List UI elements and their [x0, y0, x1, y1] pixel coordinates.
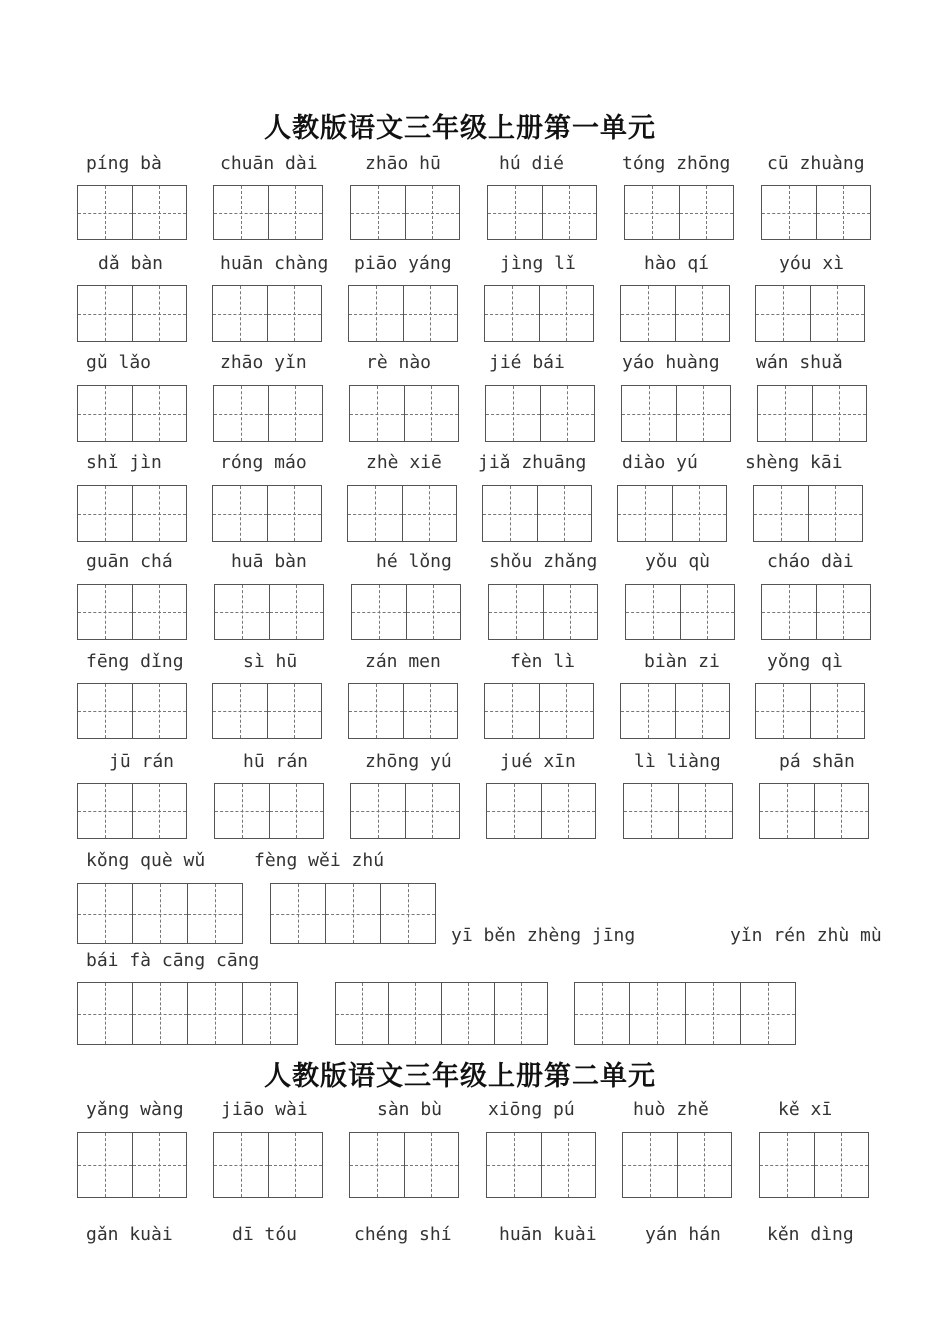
pinyin-label: yáo huàng	[622, 352, 720, 373]
writing-grid[interactable]	[350, 783, 460, 839]
unit2-title: 人教版语文三年级上册第二单元	[264, 1061, 656, 1092]
writing-grid[interactable]	[620, 285, 730, 342]
writing-grid[interactable]	[77, 584, 187, 640]
pinyin-label: chuān dài	[220, 153, 318, 174]
writing-grid[interactable]	[77, 485, 187, 542]
pinyin-label: jié bái	[489, 352, 565, 373]
pinyin-label: yǒng qì	[767, 651, 843, 672]
pinyin-label: róng máo	[220, 452, 307, 473]
writing-grid[interactable]	[349, 1132, 459, 1198]
idiom-writing-grid[interactable]	[574, 982, 796, 1045]
pinyin-label: shèng kāi	[745, 452, 843, 473]
pinyin-label: chéng shí	[354, 1224, 452, 1245]
pinyin-label: huò zhě	[633, 1099, 709, 1120]
idiom-writing-grid[interactable]	[77, 883, 243, 944]
pinyin-label: jìng lǐ	[500, 253, 576, 274]
pinyin-label: fēng dǐng	[86, 651, 184, 672]
writing-grid[interactable]	[623, 783, 733, 839]
writing-grid[interactable]	[212, 485, 322, 542]
pinyin-label: kǒng què wǔ	[86, 850, 206, 871]
writing-grid[interactable]	[77, 185, 187, 240]
writing-grid[interactable]	[761, 185, 871, 240]
pinyin-label: hé lǒng	[376, 551, 452, 572]
writing-grid[interactable]	[212, 683, 322, 739]
pinyin-label: jiǎ zhuāng	[478, 452, 587, 473]
pinyin-label: zhè xiē	[366, 452, 442, 473]
pinyin-label: cū zhuàng	[767, 153, 865, 174]
writing-grid[interactable]	[212, 285, 322, 342]
writing-grid[interactable]	[761, 584, 871, 640]
pinyin-label: yán hán	[645, 1224, 721, 1245]
pinyin-label: bái fà cāng cāng	[86, 950, 260, 971]
writing-grid[interactable]	[77, 683, 187, 739]
pinyin-label: huā bàn	[231, 551, 307, 572]
writing-grid[interactable]	[214, 783, 324, 839]
pinyin-label: guān chá	[86, 551, 173, 572]
pinyin-label: pá shān	[779, 751, 855, 772]
pinyin-label: sàn bù	[377, 1099, 443, 1120]
writing-grid[interactable]	[487, 185, 597, 240]
writing-grid[interactable]	[77, 285, 187, 342]
writing-grid[interactable]	[348, 683, 458, 739]
writing-grid[interactable]	[213, 1132, 323, 1198]
writing-grid[interactable]	[486, 783, 596, 839]
pinyin-label: wán shuǎ	[756, 352, 843, 373]
pinyin-label: piāo yáng	[354, 253, 452, 274]
idiom-writing-grid[interactable]	[77, 982, 298, 1045]
pinyin-label: diào yú	[622, 452, 698, 473]
pinyin-label: zán men	[365, 651, 441, 672]
writing-grid[interactable]	[349, 385, 459, 442]
pinyin-label: yī běn zhèng jīng	[451, 925, 636, 946]
writing-grid[interactable]	[622, 1132, 732, 1198]
writing-grid[interactable]	[488, 584, 598, 640]
writing-grid[interactable]	[759, 783, 869, 839]
pinyin-label: hào qí	[644, 253, 710, 274]
pinyin-label: lì liàng	[634, 751, 721, 772]
pinyin-label: huān chàng	[220, 253, 329, 274]
writing-grid[interactable]	[755, 683, 865, 739]
pinyin-label: jiāo wài	[221, 1099, 308, 1120]
writing-grid[interactable]	[485, 385, 595, 442]
pinyin-label: hú dié	[499, 153, 565, 174]
writing-grid[interactable]	[214, 584, 324, 640]
writing-grid[interactable]	[77, 783, 187, 839]
pinyin-label: cháo dài	[767, 551, 854, 572]
pinyin-label: kě xī	[778, 1099, 833, 1120]
pinyin-label: fèn lì	[510, 651, 576, 672]
writing-grid[interactable]	[617, 485, 727, 542]
pinyin-label: jué xīn	[500, 751, 576, 772]
pinyin-label: hū rán	[243, 751, 309, 772]
pinyin-label: yǐn rén zhù mù	[730, 925, 882, 946]
pinyin-label: gǎn kuài	[86, 1224, 173, 1245]
pinyin-label: shǐ jìn	[86, 452, 162, 473]
writing-grid[interactable]	[621, 385, 731, 442]
writing-grid[interactable]	[759, 1132, 869, 1198]
writing-grid[interactable]	[624, 185, 734, 240]
writing-grid[interactable]	[482, 485, 592, 542]
pinyin-label: huān kuài	[499, 1224, 597, 1245]
pinyin-label: rè nào	[366, 352, 432, 373]
writing-grid[interactable]	[484, 285, 594, 342]
writing-grid[interactable]	[484, 683, 594, 739]
pinyin-label: sì hū	[243, 651, 298, 672]
writing-grid[interactable]	[213, 385, 323, 442]
writing-grid[interactable]	[486, 1132, 596, 1198]
writing-grid[interactable]	[77, 1132, 187, 1198]
idiom-writing-grid[interactable]	[270, 883, 436, 944]
writing-grid[interactable]	[625, 584, 735, 640]
writing-grid[interactable]	[348, 285, 458, 342]
pinyin-label: shǒu zhǎng	[489, 551, 598, 572]
pinyin-label: biàn zi	[644, 651, 720, 672]
pinyin-label: píng bà	[86, 153, 162, 174]
writing-grid[interactable]	[753, 485, 863, 542]
unit1-title: 人教版语文三年级上册第一单元	[264, 113, 656, 144]
pinyin-label: dī tóu	[232, 1224, 298, 1245]
writing-grid[interactable]	[350, 185, 460, 240]
pinyin-label: jū rán	[109, 751, 175, 772]
pinyin-label: dǎ bàn	[98, 253, 164, 274]
writing-grid[interactable]	[213, 185, 323, 240]
pinyin-label: yǒu qù	[645, 551, 711, 572]
writing-grid[interactable]	[351, 584, 461, 640]
writing-grid[interactable]	[347, 485, 457, 542]
writing-grid[interactable]	[757, 385, 867, 442]
pinyin-label: zhāo yǐn	[220, 352, 307, 373]
pinyin-label: xiōng pú	[488, 1099, 575, 1120]
pinyin-label: zhāo hū	[365, 153, 441, 174]
pinyin-label: kěn dìng	[767, 1224, 854, 1245]
pinyin-label: fèng wěi zhú	[254, 850, 385, 871]
pinyin-label: yǎng wàng	[86, 1099, 184, 1120]
writing-grid[interactable]	[77, 385, 187, 442]
pinyin-label: gǔ lǎo	[86, 352, 152, 373]
idiom-writing-grid[interactable]	[335, 982, 548, 1045]
writing-grid[interactable]	[755, 285, 865, 342]
pinyin-label: tóng zhōng	[622, 153, 731, 174]
pinyin-label: zhōng yú	[365, 751, 452, 772]
writing-grid[interactable]	[620, 683, 730, 739]
pinyin-label: yóu xì	[779, 253, 845, 274]
